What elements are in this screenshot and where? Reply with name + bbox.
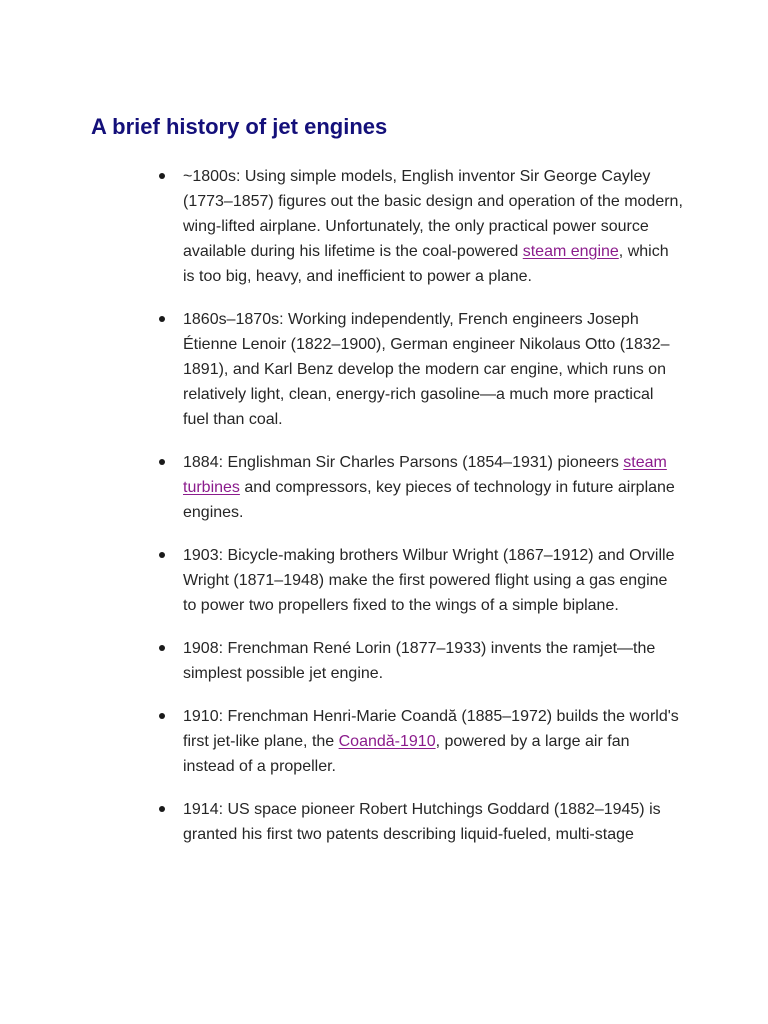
item-text-before: 1884: Englishman Sir Charles Parsons (1854–1931) pioneers [183, 454, 624, 471]
history-list [183, 164, 683, 865]
list-item [183, 704, 683, 779]
list-item [183, 164, 683, 289]
page-title: A brief history of jet engines [91, 114, 388, 139]
list-item [183, 450, 683, 525]
list-item [183, 307, 683, 432]
steam-engine-link[interactable]: steam engine [522, 243, 619, 260]
item-text: 1914: US space pioneer Robert Hutchings Goddard (1882–1945) is granted his first two patents describing liquid-fueled, multi-stage [183, 801, 661, 843]
coanda-1910-link[interactable]: Coandă-1910 [338, 733, 436, 750]
item-text-before: 1910: Frenchman Henri-Marie Coandă (1885–1972) builds the world's first jet-like plane, the [183, 708, 679, 750]
item-text-after: , powered by a large air fan instead of a propeller. [183, 733, 630, 775]
list-item [183, 543, 683, 618]
list-item [183, 797, 683, 847]
list-item [183, 636, 683, 686]
steam-turbines-link[interactable]: steam turbines [183, 454, 667, 496]
item-text-before: ~1800s: Using simple models, English inventor Sir George Cayley (1773–1857) figures out the basic design and operation of the modern, wing-lifted airplane. Unfortunately, the only practical power source available during his lifetime is the coal-powered [183, 168, 683, 260]
item-text: 1908: Frenchman René Lorin (1877–1933) invents the ramjet—the simplest possible jet engine. [183, 640, 656, 682]
item-text: 1903: Bicycle-making brothers Wilbur Wright (1867–1912) and Orville Wright (1871–1948) make the first powered flight using a gas engine to power two propellers fixed to the wings of a simple biplane. [183, 547, 675, 614]
item-text: 1860s–1870s: Working independently, French engineers Joseph Étienne Lenoir (1822–1900), German engineer Nikolaus Otto (1832–1891), and Karl Benz develop the modern car engine, which runs on relatively light, clean, energy-rich gasoline—a much more practical fuel than coal. [183, 311, 670, 428]
item-text-after: , which is too big, heavy, and inefficient to power a plane. [183, 243, 669, 285]
item-text-after: and compressors, key pieces of technology in future airplane engines. [183, 479, 675, 521]
